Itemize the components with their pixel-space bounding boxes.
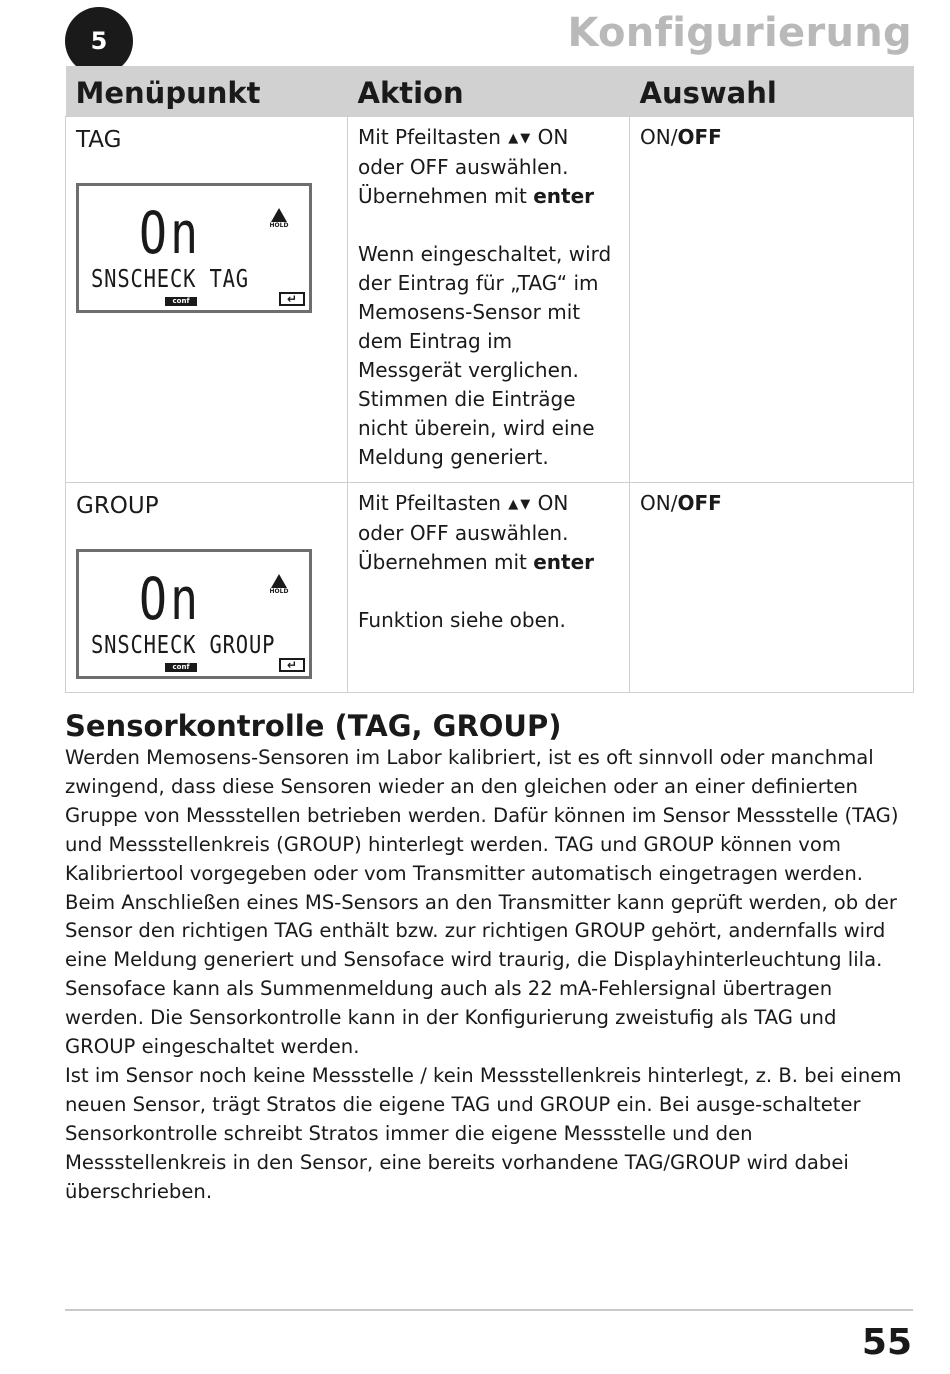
selection-option-on: ON/ — [640, 125, 678, 149]
section-heading: Sensorkontrolle (TAG, GROUP) — [65, 709, 562, 743]
conf-indicator: conf — [165, 663, 197, 672]
lcd-display — [76, 183, 312, 313]
action-line1-text: Mit Pfeiltasten — [358, 491, 501, 515]
enter-icon: ↵ — [279, 292, 305, 306]
arrow-down-icon: ▼ — [520, 131, 531, 146]
chapter-badge — [65, 7, 133, 75]
menu-cell — [66, 117, 348, 483]
column-header-selection: Auswahl — [630, 66, 914, 117]
arrow-down-icon: ▼ — [520, 497, 531, 512]
action-enter-keyword: enter — [533, 184, 595, 208]
enter-icon: ↵ — [279, 658, 305, 672]
selection-option-on: ON/ — [640, 491, 678, 515]
body-paragraph: Ist im Sensor noch keine Messstelle / kein Messstellenkreis hinterlegt, z. B. bei einem neuen Sensor, trägt Stratos die eigene TAG und GROUP ein. Bei ausge-schalteter Sensorkontrolle schreibt Stratos immer die eigene Messstelle und den Messstellenkreis in den Sensor, eine bereits vorhandene TAG/GROUP wird dabei überschrieben. — [65, 1063, 902, 1203]
body-paragraph: Werden Memosens-Sensoren im Labor kalibriert, ist es oft sinnvoll oder manchmal zwingend, dass diese Sensoren wieder an den gleichen oder an einer definierten Gruppe von Messstellen betrieben werden. Dafür können im Sensor Messstelle (TAG) und Messstellenkreis (GROUP) hinterlegt werden. TAG und GROUP können vom Kalibriertool vorgegeben oder vom Transmitter automatisch eingetragen werden. Beim Anschließen eines MS-Sensors an den Transmitter kann geprüft werden, ob der Sensor den richtigen TAG enthält bzw. zur richtigen GROUP gehört, andernfalls wird eine Meldung generiert und Sensoface wird traurig, die Displayhinterleuchtung lila. Sensoface kann als Summenmeldung auch als 22 mA-Fehlersignal übertragen werden. Die Sensorkontrolle kann in der Konfigurierung zweistufig als TAG und GROUP eingeschaltet werden. — [65, 746, 899, 1059]
menu-cell — [66, 483, 348, 693]
action-line1-value: ON — [537, 491, 569, 515]
section-body — [65, 744, 910, 1207]
menu-item-name: TAG — [76, 127, 122, 153]
arrow-up-icon: ▲ — [508, 131, 519, 146]
table-header-row — [66, 66, 914, 117]
hold-label: HOLD — [269, 222, 289, 229]
action-line1-text: Mit Pfeiltasten — [358, 125, 501, 149]
action-cell — [348, 117, 630, 483]
footer-divider — [65, 1309, 913, 1311]
lcd-sub-text: SNSCHECK TAG — [91, 264, 249, 293]
page-number: 55 — [861, 1322, 912, 1363]
hold-warning-icon — [269, 208, 289, 229]
action-line3-text: Übernehmen mit — [358, 184, 534, 208]
chapter-number: 5 — [90, 27, 108, 55]
column-header-action: Aktion — [348, 66, 630, 117]
chapter-title: Konfigurierung — [567, 10, 912, 56]
conf-indicator: conf — [165, 297, 197, 306]
config-table — [65, 66, 914, 693]
selection-option-off: OFF — [677, 491, 722, 515]
action-description: Wenn eingeschaltet, wird der Eintrag für „TAG“ im Memosens-Sensor mit dem Eintrag im Messgerät verglichen. Stimmen die Einträge nicht überein, wird eine Meldung generiert. — [358, 242, 612, 469]
action-cell — [348, 483, 630, 693]
arrow-up-icon: ▲ — [508, 497, 519, 512]
lcd-main-value: On — [139, 565, 202, 633]
action-line2: oder OFF auswählen. — [358, 155, 569, 179]
selection-option-off: OFF — [677, 125, 722, 149]
table-row — [66, 483, 914, 693]
action-line1-value: ON — [537, 125, 569, 149]
lcd-display — [76, 549, 312, 679]
action-enter-keyword: enter — [533, 550, 595, 574]
lcd-main-value: On — [139, 199, 202, 267]
menu-item-name: GROUP — [76, 493, 159, 519]
table-row — [66, 117, 914, 483]
lcd-sub-text: SNSCHECK GROUP — [91, 630, 276, 659]
selection-cell — [630, 117, 914, 483]
action-description: Funktion siehe oben. — [358, 608, 566, 632]
action-line3-text: Übernehmen mit — [358, 550, 534, 574]
selection-cell — [630, 483, 914, 693]
hold-label: HOLD — [269, 588, 289, 595]
action-line2: oder OFF auswählen. — [358, 521, 569, 545]
hold-warning-icon — [269, 574, 289, 595]
column-header-menu: Menüpunkt — [66, 66, 348, 117]
